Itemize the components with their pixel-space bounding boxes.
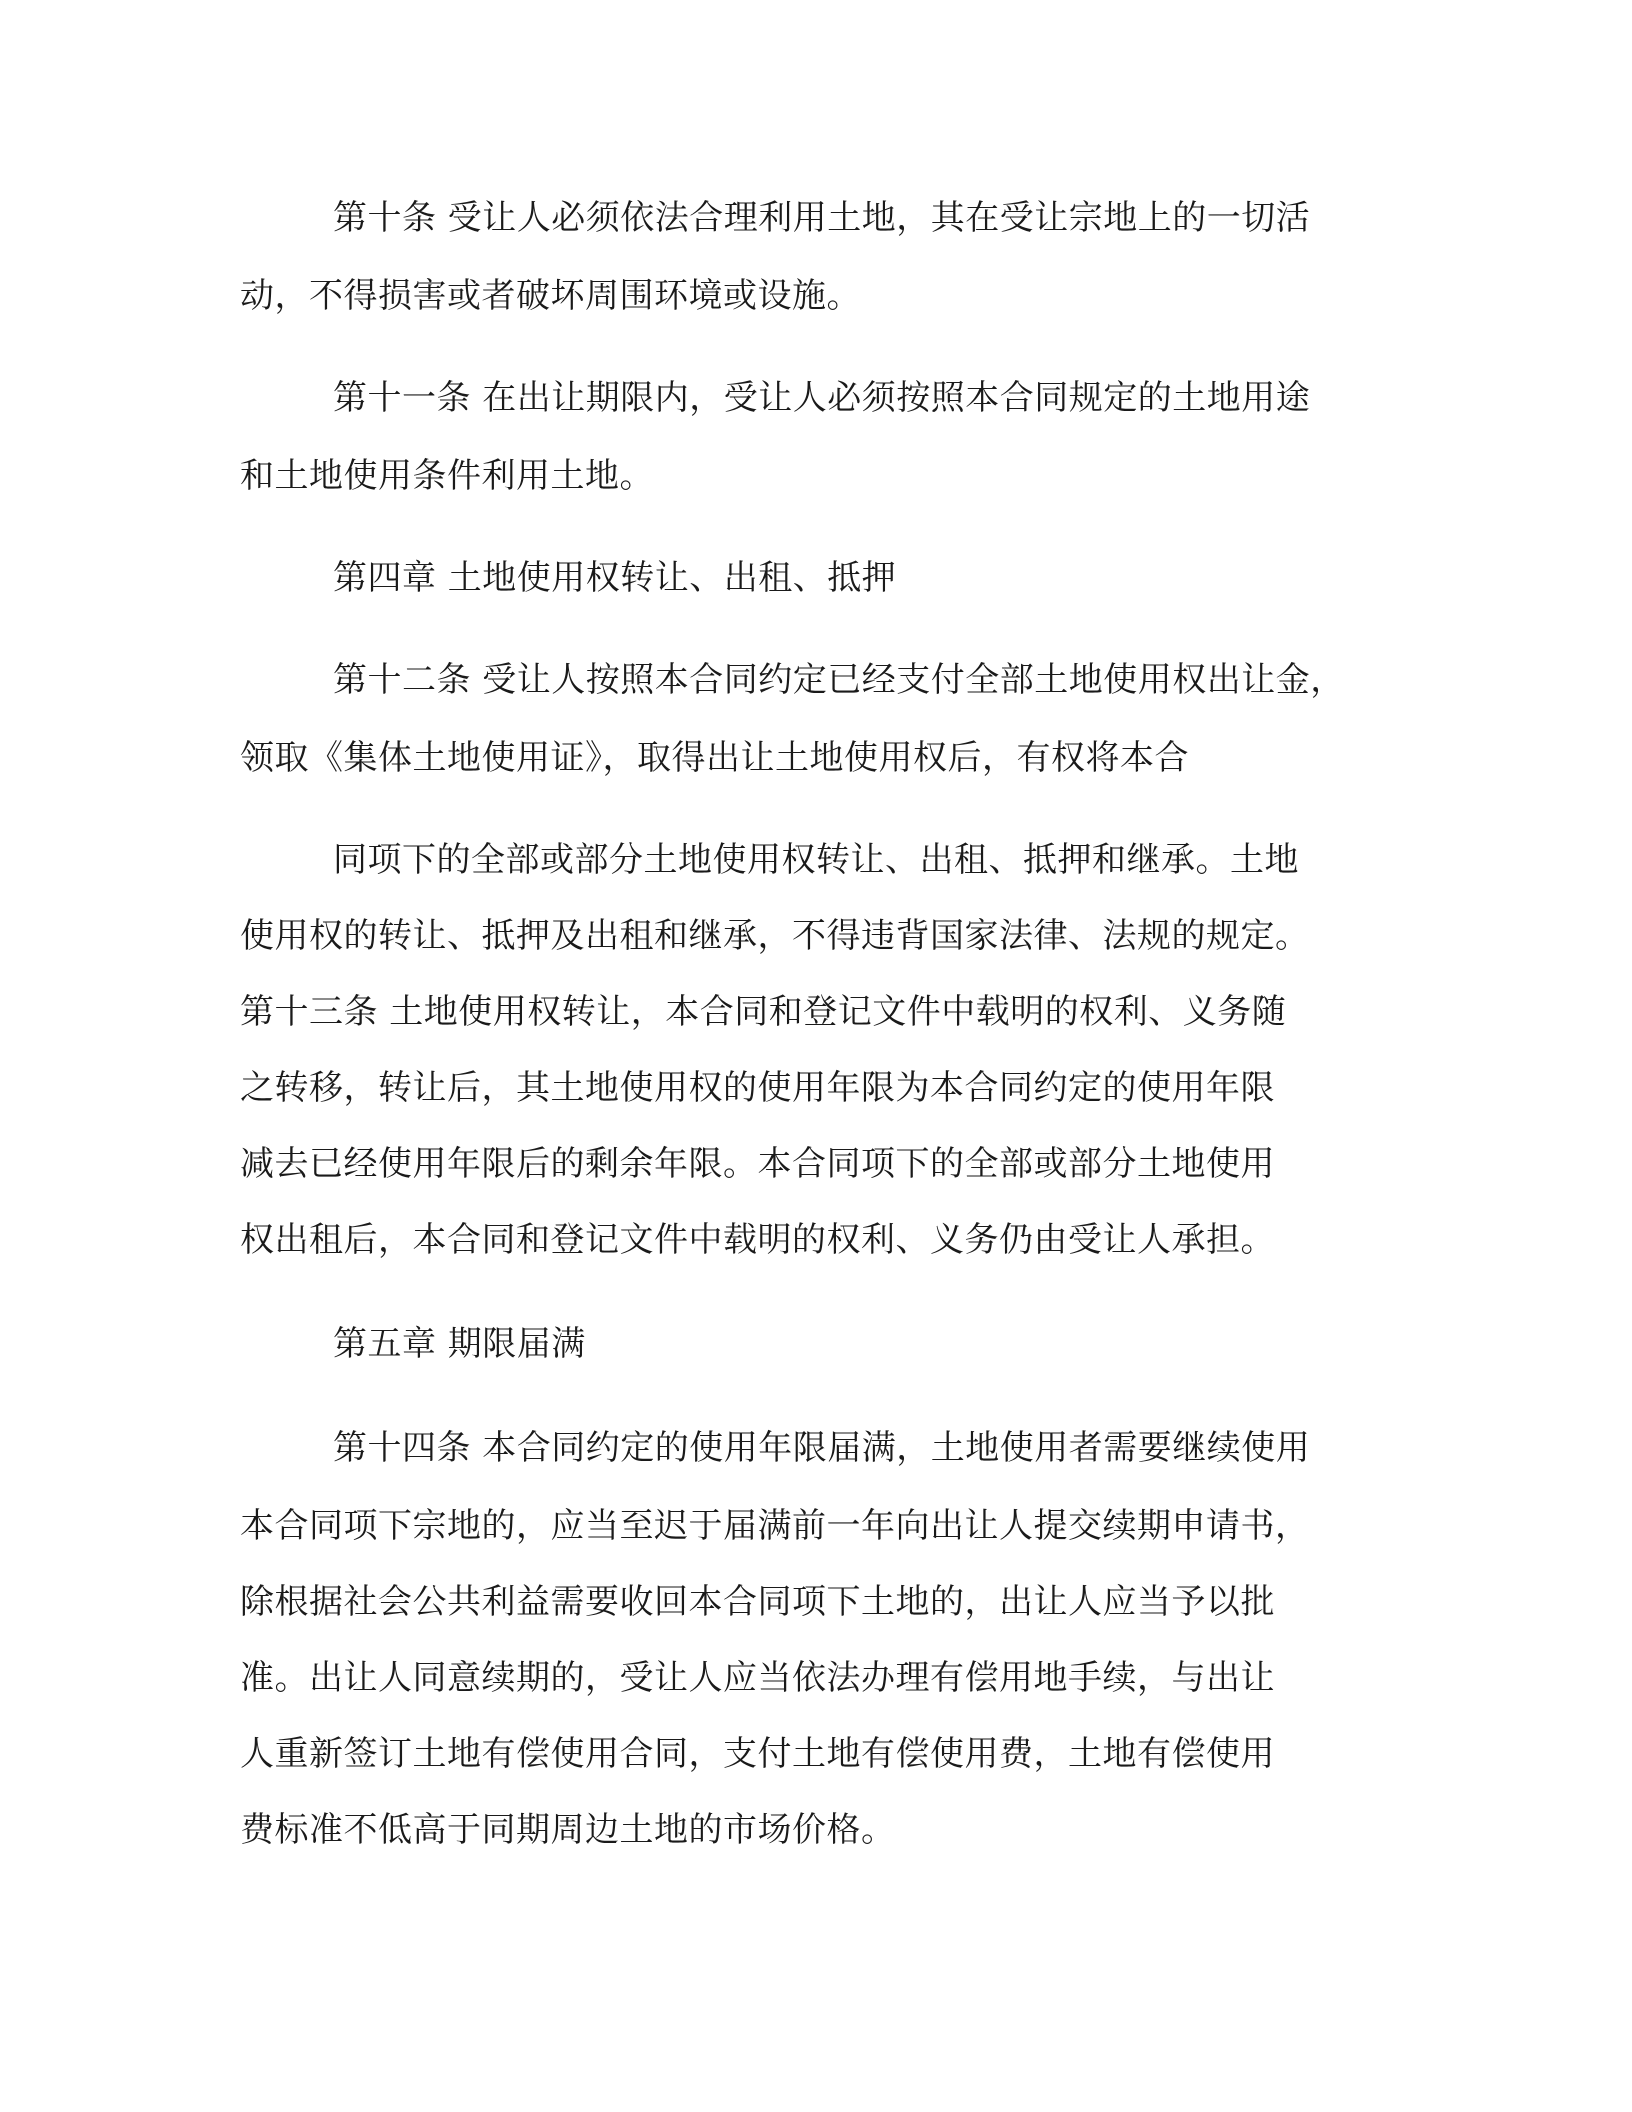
article-14-line-5: 人重新签订土地有偿使用合同，支付土地有偿使用费，土地有偿使用 [240,1734,1275,1774]
article-10-line-1: 第十条 受让人必须依法合理利用土地，其在受让宗地上的一切活 [333,198,1311,238]
article-14-line-1: 第十四条 本合同约定的使用年限届满，土地使用者需要继续使用 [333,1428,1311,1468]
article-11-line-1: 第十一条 在出让期限内，受让人必须按照本合同规定的土地用途 [333,378,1311,418]
article-12-line-4: 使用权的转让、抵押及出租和继承，不得违背国家法律、法规的规定。 [240,916,1310,956]
article-12-line-2: 领取《集体土地使用证》，取得出让土地使用权后，有权将本合 [240,738,1189,778]
article-11-line-2: 和土地使用条件利用土地。 [240,456,654,496]
article-14-line-6: 费标准不低高于同期周边土地的市场价格。 [240,1810,896,1850]
article-14-line-4: 准。出让人同意续期的，受让人应当依法办理有偿用地手续，与出让 [240,1658,1275,1698]
article-12-line-3: 同项下的全部或部分土地使用权转让、出租、抵押和继承。土地 [333,840,1299,880]
article-13-line-3: 减去已经使用年限后的剩余年限。本合同项下的全部或部分土地使用 [240,1144,1275,1184]
article-12-line-1: 第十二条 受让人按照本合同约定已经支付全部土地使用权出让金， [333,660,1345,700]
article-14-line-2: 本合同项下宗地的，应当至迟于届满前一年向出让人提交续期申请书， [240,1506,1310,1546]
article-13-line-1: 第十三条 土地使用权转让，本合同和登记文件中载明的权利、义务随 [240,992,1287,1032]
article-13-line-4: 权出租后，本合同和登记文件中载明的权利、义务仍由受让人承担。 [240,1220,1275,1260]
chapter-5-heading: 第五章 期限届满 [333,1324,586,1364]
article-10-line-2: 动，不得损害或者破坏周围环境或设施。 [240,276,861,316]
article-14-line-3: 除根据社会公共利益需要收回本合同项下土地的，出让人应当予以批 [240,1582,1275,1622]
chapter-4-heading: 第四章 土地使用权转让、出租、抵押 [333,558,897,598]
article-13-line-2: 之转移，转让后，其土地使用权的使用年限为本合同约定的使用年限 [240,1068,1275,1108]
